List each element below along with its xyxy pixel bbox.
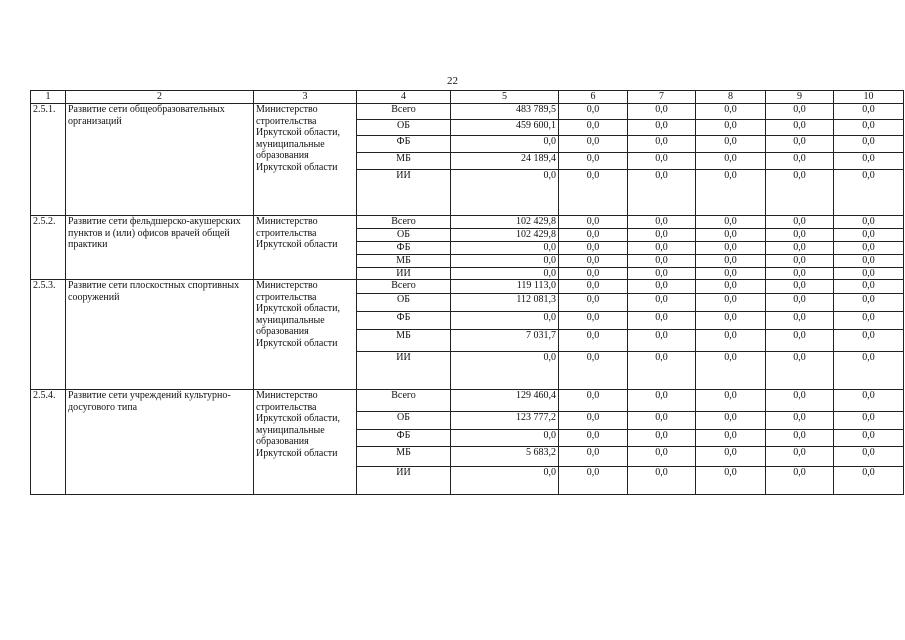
table-row [31, 104, 904, 120]
year-value-cell: 0,0 [696, 280, 766, 294]
year-value-cell: 0,0 [834, 136, 904, 153]
year-value-cell: 0,0 [696, 228, 766, 241]
year-value-cell: 0,0 [559, 267, 628, 280]
year-value-cell: 0,0 [559, 447, 628, 467]
funding-source: ИИ [357, 170, 451, 216]
funding-source: ИИ [357, 267, 451, 280]
funding-source: МБ [357, 153, 451, 170]
year-value-cell: 0,0 [834, 412, 904, 430]
year-value-cell: 0,0 [696, 241, 766, 254]
year-value-cell: 0,0 [766, 216, 834, 229]
year-value-cell: 0,0 [696, 447, 766, 467]
year-value-cell: 0,0 [559, 153, 628, 170]
funding-source: МБ [357, 447, 451, 467]
funding-source: Всего [357, 104, 451, 120]
financing-table [30, 90, 904, 495]
year-value-cell: 0,0 [766, 241, 834, 254]
year-value-cell: 0,0 [559, 254, 628, 267]
year-value-cell: 0,0 [559, 104, 628, 120]
year-value-cell: 0,0 [559, 280, 628, 294]
funding-source: ОБ [357, 228, 451, 241]
funding-source: ИИ [357, 352, 451, 390]
year-value-cell: 0,0 [696, 120, 766, 136]
item-name: Развитие сети фельдшерско-акушерских пунктов и (или) офисов врачей общей практики [66, 216, 254, 280]
year-value-cell: 0,0 [559, 467, 628, 495]
amount-cell: 102 429,8 [451, 228, 559, 241]
funding-source: Всего [357, 390, 451, 412]
year-value-cell: 0,0 [834, 294, 904, 312]
year-value-cell: 0,0 [559, 390, 628, 412]
funding-source: ФБ [357, 241, 451, 254]
column-header-3: 3 [254, 91, 357, 104]
year-value-cell: 0,0 [559, 330, 628, 352]
year-value-cell: 0,0 [628, 120, 696, 136]
year-value-cell: 0,0 [696, 390, 766, 412]
year-value-cell: 0,0 [834, 170, 904, 216]
year-value-cell: 0,0 [696, 412, 766, 430]
amount-cell: 24 189,4 [451, 153, 559, 170]
column-header-4: 4 [357, 91, 451, 104]
year-value-cell: 0,0 [559, 352, 628, 390]
year-value-cell: 0,0 [628, 280, 696, 294]
year-value-cell: 0,0 [834, 467, 904, 495]
funding-source: ОБ [357, 294, 451, 312]
year-value-cell: 0,0 [834, 312, 904, 330]
year-value-cell: 0,0 [766, 104, 834, 120]
year-value-cell: 0,0 [628, 136, 696, 153]
year-value-cell: 0,0 [628, 312, 696, 330]
amount-cell: 119 113,0 [451, 280, 559, 294]
year-value-cell: 0,0 [834, 430, 904, 447]
year-value-cell: 0,0 [696, 216, 766, 229]
year-value-cell: 0,0 [766, 136, 834, 153]
year-value-cell: 0,0 [834, 228, 904, 241]
amount-cell: 5 683,2 [451, 447, 559, 467]
funding-source: ИИ [357, 467, 451, 495]
column-header-8: 8 [696, 91, 766, 104]
year-value-cell: 0,0 [628, 467, 696, 495]
year-value-cell: 0,0 [628, 228, 696, 241]
amount-cell: 0,0 [451, 430, 559, 447]
table-row [31, 390, 904, 412]
year-value-cell: 0,0 [766, 312, 834, 330]
year-value-cell: 0,0 [628, 412, 696, 430]
year-value-cell: 0,0 [834, 447, 904, 467]
table-row [31, 216, 904, 229]
funding-source: ФБ [357, 430, 451, 447]
year-value-cell: 0,0 [628, 447, 696, 467]
year-value-cell: 0,0 [834, 216, 904, 229]
column-header-7: 7 [628, 91, 696, 104]
year-value-cell: 0,0 [834, 352, 904, 390]
funding-source: МБ [357, 330, 451, 352]
year-value-cell: 0,0 [766, 294, 834, 312]
column-header-6: 6 [559, 91, 628, 104]
year-value-cell: 0,0 [766, 254, 834, 267]
year-value-cell: 0,0 [696, 312, 766, 330]
year-value-cell: 0,0 [834, 330, 904, 352]
year-value-cell: 0,0 [559, 294, 628, 312]
year-value-cell: 0,0 [834, 390, 904, 412]
year-value-cell: 0,0 [696, 352, 766, 390]
column-header-2: 2 [66, 91, 254, 104]
amount-cell: 0,0 [451, 352, 559, 390]
year-value-cell: 0,0 [628, 241, 696, 254]
year-value-cell: 0,0 [559, 312, 628, 330]
year-value-cell: 0,0 [766, 330, 834, 352]
year-value-cell: 0,0 [628, 294, 696, 312]
funding-source: Всего [357, 216, 451, 229]
amount-cell: 7 031,7 [451, 330, 559, 352]
column-header-9: 9 [766, 91, 834, 104]
year-value-cell: 0,0 [628, 390, 696, 412]
item-code: 2.5.4. [31, 390, 66, 495]
year-value-cell: 0,0 [628, 330, 696, 352]
item-name: Развитие сети учреждений культурно-досугового типа [66, 390, 254, 495]
year-value-cell: 0,0 [559, 170, 628, 216]
year-value-cell: 0,0 [696, 136, 766, 153]
year-value-cell: 0,0 [628, 153, 696, 170]
year-value-cell: 0,0 [559, 120, 628, 136]
year-value-cell: 0,0 [628, 104, 696, 120]
year-value-cell: 0,0 [628, 352, 696, 390]
funding-source: Всего [357, 280, 451, 294]
amount-cell: 0,0 [451, 467, 559, 495]
item-executor: Министерство строительства Иркутской области, муниципальные образования Иркутской области [254, 104, 357, 216]
item-name: Развитие сети плоскостных спортивных сооружений [66, 280, 254, 390]
year-value-cell: 0,0 [696, 104, 766, 120]
item-code: 2.5.3. [31, 280, 66, 390]
year-value-cell: 0,0 [766, 153, 834, 170]
year-value-cell: 0,0 [559, 430, 628, 447]
funding-source: ОБ [357, 120, 451, 136]
year-value-cell: 0,0 [766, 280, 834, 294]
year-value-cell: 0,0 [834, 280, 904, 294]
year-value-cell: 0,0 [834, 254, 904, 267]
year-value-cell: 0,0 [766, 120, 834, 136]
year-value-cell: 0,0 [766, 390, 834, 412]
item-code: 2.5.1. [31, 104, 66, 216]
year-value-cell: 0,0 [628, 267, 696, 280]
year-value-cell: 0,0 [559, 412, 628, 430]
column-header-5: 5 [451, 91, 559, 104]
year-value-cell: 0,0 [766, 467, 834, 495]
item-executor: Министерство строительства Иркутской области, муниципальные образования Иркутской области [254, 390, 357, 495]
item-code: 2.5.2. [31, 216, 66, 280]
item-executor: Министерство строительства Иркутской области, муниципальные образования Иркутской области [254, 280, 357, 390]
year-value-cell: 0,0 [696, 153, 766, 170]
year-value-cell: 0,0 [834, 120, 904, 136]
amount-cell: 0,0 [451, 312, 559, 330]
year-value-cell: 0,0 [834, 153, 904, 170]
amount-cell: 483 789,5 [451, 104, 559, 120]
item-name: Развитие сети общеобразовательных организаций [66, 104, 254, 216]
header-row [31, 91, 904, 104]
amount-cell: 0,0 [451, 267, 559, 280]
item-executor: Министерство строительства Иркутской области [254, 216, 357, 280]
amount-cell: 112 081,3 [451, 294, 559, 312]
year-value-cell: 0,0 [696, 294, 766, 312]
amount-cell: 102 429,8 [451, 216, 559, 229]
amount-cell: 459 600,1 [451, 120, 559, 136]
year-value-cell: 0,0 [766, 447, 834, 467]
year-value-cell: 0,0 [834, 267, 904, 280]
year-value-cell: 0,0 [696, 170, 766, 216]
year-value-cell: 0,0 [628, 254, 696, 267]
year-value-cell: 0,0 [834, 104, 904, 120]
year-value-cell: 0,0 [766, 267, 834, 280]
year-value-cell: 0,0 [559, 136, 628, 153]
funding-source: МБ [357, 254, 451, 267]
year-value-cell: 0,0 [628, 216, 696, 229]
amount-cell: 0,0 [451, 241, 559, 254]
year-value-cell: 0,0 [559, 216, 628, 229]
page-number: 22 [447, 75, 458, 87]
column-header-1: 1 [31, 91, 66, 104]
year-value-cell: 0,0 [696, 254, 766, 267]
funding-source: ФБ [357, 136, 451, 153]
funding-source: ОБ [357, 412, 451, 430]
amount-cell: 123 777,2 [451, 412, 559, 430]
year-value-cell: 0,0 [766, 430, 834, 447]
year-value-cell: 0,0 [628, 170, 696, 216]
year-value-cell: 0,0 [696, 430, 766, 447]
year-value-cell: 0,0 [696, 267, 766, 280]
year-value-cell: 0,0 [766, 352, 834, 390]
year-value-cell: 0,0 [628, 430, 696, 447]
year-value-cell: 0,0 [559, 228, 628, 241]
table-row [31, 280, 904, 294]
amount-cell: 0,0 [451, 136, 559, 153]
amount-cell: 129 460,4 [451, 390, 559, 412]
year-value-cell: 0,0 [696, 467, 766, 495]
column-header-10: 10 [834, 91, 904, 104]
amount-cell: 0,0 [451, 254, 559, 267]
year-value-cell: 0,0 [834, 241, 904, 254]
year-value-cell: 0,0 [696, 330, 766, 352]
year-value-cell: 0,0 [766, 228, 834, 241]
year-value-cell: 0,0 [766, 412, 834, 430]
funding-source: ФБ [357, 312, 451, 330]
amount-cell: 0,0 [451, 170, 559, 216]
year-value-cell: 0,0 [766, 170, 834, 216]
year-value-cell: 0,0 [559, 241, 628, 254]
